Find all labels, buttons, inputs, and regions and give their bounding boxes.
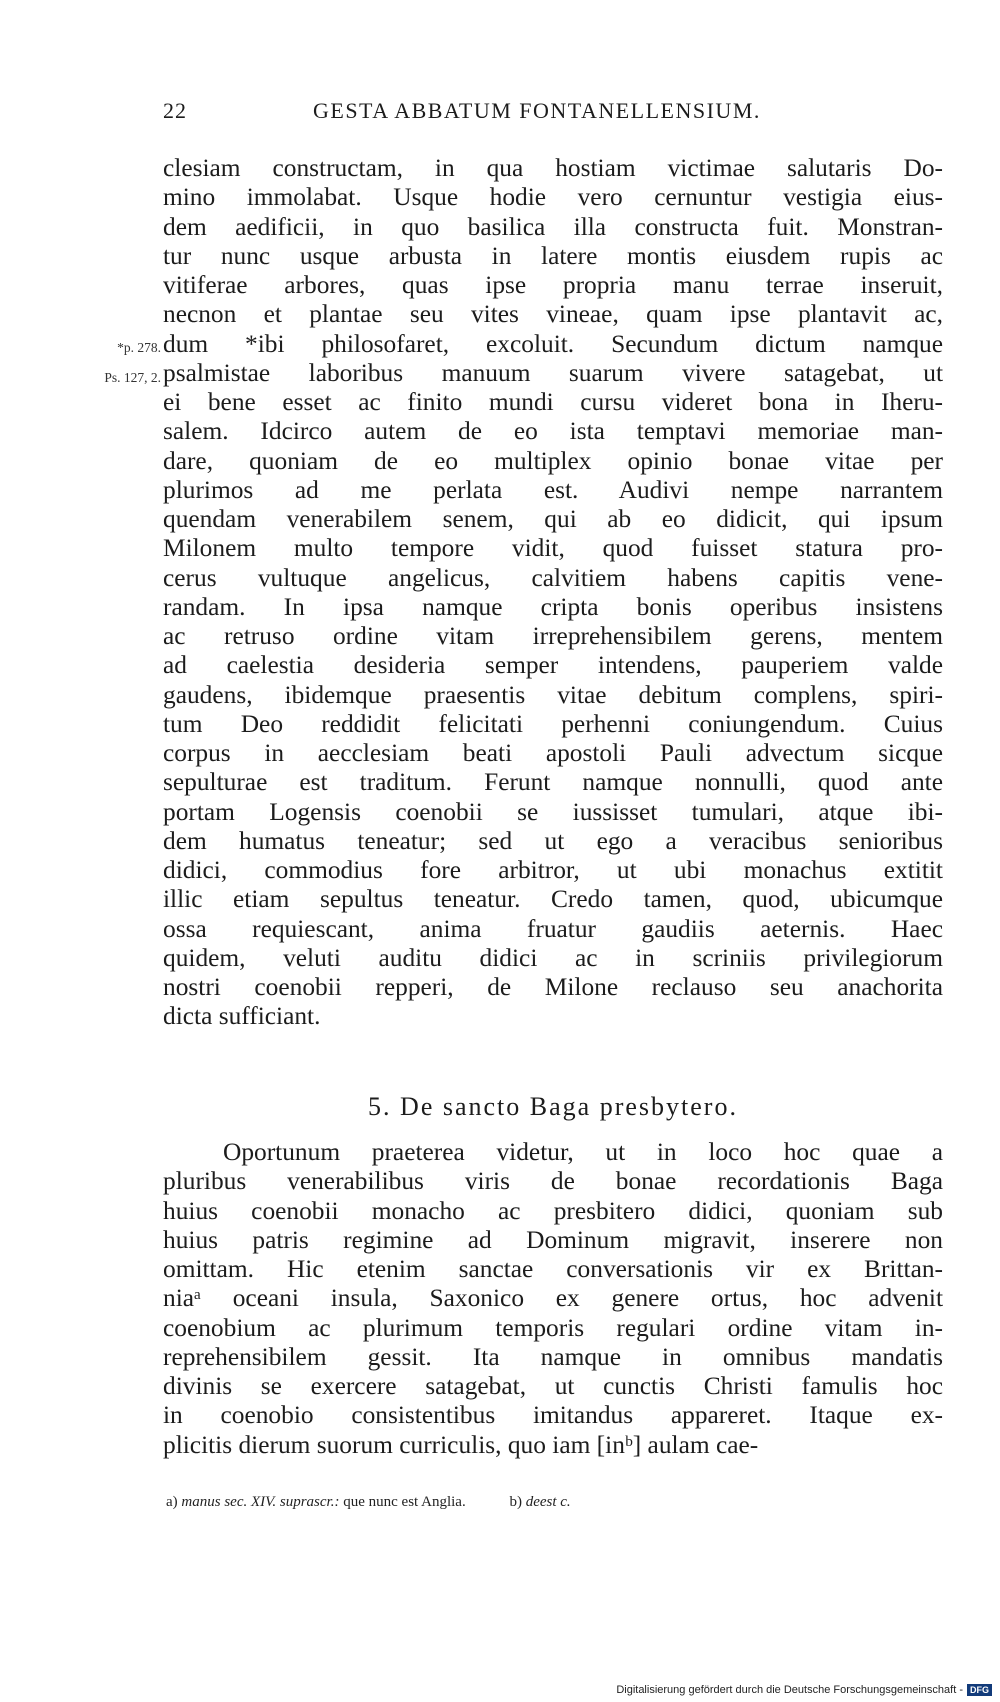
text-line: Oportunum praeterea videtur, ut in loco hoc quae a	[223, 1138, 943, 1166]
paragraph-milo	[163, 154, 943, 1032]
footnote-b-marker: b)	[509, 1494, 522, 1510]
footnote-a-italic: manus sec. XIV. suprascr.:	[181, 1494, 340, 1510]
footnote-a-marker: a)	[166, 1494, 178, 1510]
text-line: pluribus venerabilibus viris de bonae recordationis Baga	[163, 1167, 943, 1196]
margin-page-reference: *p. 278.	[117, 340, 161, 355]
text-line: clesiam constructam, in qua hostiam victimae salutaris Do-	[163, 154, 943, 182]
text-line: nostri coenobii repperi, de Milone reclauso seu anachorita	[163, 973, 943, 1001]
text-line: ac retruso ordine vitam irreprehensibilem gerens, mentem	[163, 622, 943, 650]
text-line: dare, quoniam de eo multiplex opinio bonae vitae per	[163, 446, 943, 475]
text-line: corpus in aecclesiam beati apostoli Pauli advectum sicque	[163, 739, 943, 767]
text-line: niaᵃ oceani insula, Saxonico ex genere ortus, hoc advenit	[163, 1284, 943, 1313]
text-line: psalmistae laboribus manuum suarum vivere satagebat, ut	[163, 358, 943, 387]
text-line: reprehensibilem gessit. Ita namque in omnibus mandatis	[163, 1342, 943, 1371]
text-line: randam. In ipsa namque cripta bonis operibus insistens	[163, 592, 943, 621]
text-line: gaudens, ibidemque praesentis vitae debitum complens, spiri-	[163, 680, 943, 709]
footnote-a-text: que nunc est Anglia.	[343, 1494, 466, 1510]
text-line: Milonem multo tempore vidit, quod fuisset statura pro-	[163, 534, 943, 563]
text-line: dum *ibi philosofaret, excoluit. Secundum dictum namque	[163, 329, 943, 358]
section-heading: 5. De sancto Baga presbytero.	[368, 1092, 738, 1121]
text-line: cerus vultuque angelicus, calvitiem habens capitis vene-	[163, 563, 943, 592]
digitization-credit	[616, 1684, 992, 1696]
text-line: portam Logensis coenobii se iussisset tumulari, atque ibi-	[163, 797, 943, 826]
text-line: plicitis dierum suorum curriculis, quo iam [inᵇ] aulam cae-	[163, 1430, 759, 1459]
text-line: mino immolabat. Usque hodie vero cernuntur vestigia eius-	[163, 183, 943, 212]
text-line: illic etiam sepultus teneatur. Credo tamen, quod, ubicumque	[163, 885, 943, 914]
footnote-b	[509, 1494, 570, 1511]
text-line: quendam venerabilem senem, qui ab eo didicit, qui ipsum	[163, 505, 943, 533]
paragraph-baga	[163, 1138, 943, 1460]
text-line: ei bene esset ac finito mundi cursu videret bona in Iheru-	[163, 388, 943, 416]
text-line: necnon et plantae seu vites vineae, quam ipse plantavit ac,	[163, 300, 943, 329]
running-title: GESTA ABBATUM FONTANELLENSIUM.	[313, 98, 761, 123]
text-line: plurimos ad me perlata est. Audivi nempe narrantem	[163, 475, 943, 504]
text-line: salem. Idcirco autem de eo ista temptavi memoriae man-	[163, 417, 943, 446]
footnote-b-italic: deest c.	[525, 1494, 571, 1510]
text-line: vitiferae arbores, quas ipse propria manu terrae inseruit,	[163, 271, 943, 299]
dfg-logo: DFG	[967, 1684, 992, 1696]
text-line: dem humatus teneatur; sed ut ego a veracibus senioribus	[163, 826, 943, 855]
text-line: huius coenobii monacho ac presbitero didici, quoniam sub	[163, 1196, 943, 1225]
footnotes	[166, 1494, 946, 1511]
text-line: tur nunc usque arbusta in latere montis eiusdem rupis ac	[163, 241, 943, 270]
text-line: dicta sufficiant.	[163, 1002, 321, 1031]
margin-psalm-reference: Ps. 127, 2.	[104, 370, 161, 385]
text-line: divinis se exercere satagebat, ut cunctis Christi famulis hoc	[163, 1372, 943, 1400]
text-line: sepulturae est traditum. Ferunt namque nonnulli, quod ante	[163, 768, 943, 797]
text-line: huius patris regimine ad Dominum migravit, inserere non	[163, 1225, 943, 1254]
text-line: quidem, veluti auditu didici ac in scriniis privilegiorum	[163, 943, 943, 972]
credit-text: Digitalisierung gefördert durch die Deutsche Forschungsgemeinschaft -	[616, 1684, 963, 1696]
text-line: dem aedificii, in quo basilica illa constructa fuit. Monstran-	[163, 212, 943, 241]
text-line: omittam. Hic etenim sanctae conversationis vir ex Brittan-	[163, 1255, 943, 1283]
text-line: ad caelestia desideria semper intendens, pauperiem valde	[163, 651, 943, 680]
text-line: tum Deo reddidit felicitati perhenni coniungendum. Cuius	[163, 709, 943, 738]
text-line: coenobium ac plurimum temporis regulari ordine vitam in-	[163, 1313, 943, 1342]
text-line: ossa requiescant, anima fruatur gaudiis aeternis. Haec	[163, 914, 943, 943]
text-line: didici, commodius fore arbitror, ut ubi monachus extitit	[163, 856, 943, 884]
text-line: in coenobio consistentibus imitandus appareret. Itaque ex-	[163, 1401, 943, 1430]
page-number: 22	[163, 98, 187, 123]
footnote-a	[166, 1494, 466, 1511]
running-header	[163, 98, 943, 132]
